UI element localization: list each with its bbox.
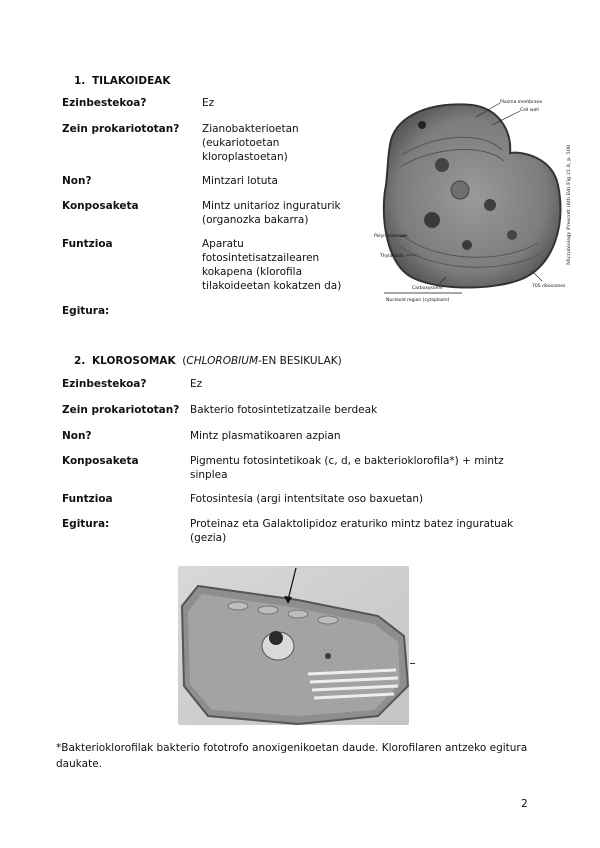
s2-label-prokariotoak: Zein prokariototan?	[62, 404, 180, 416]
dark-granule	[269, 631, 283, 645]
granule	[418, 121, 426, 129]
label-70s-ribosomes: 70S ribosomes	[532, 284, 566, 289]
thylakoid-micrograph	[372, 95, 572, 305]
section2-subtitle-open: (	[182, 355, 187, 367]
granule	[325, 653, 331, 659]
carboxysome	[462, 240, 472, 250]
carboxysome	[424, 212, 440, 228]
footnote: *Bakterioklorofilak bakterio fototrofo anoxigenikoetan daude. Klorofilaren antzeko egitura daukate.	[56, 742, 528, 770]
s2-value-konposaketa: Pigmentu fotosintetikoak (c, d, e bakterioklorofila*) + mintz sinplea	[190, 455, 504, 481]
s1-label-non: Non?	[62, 175, 92, 187]
section2-subtitle-rest: -EN BESIKULAK)	[258, 355, 342, 367]
s2-value-non: Mintz plasmatikoaren azpian	[190, 430, 341, 442]
section2-subtitle-italic: CHLOROBIUM	[186, 355, 259, 367]
s1-value-ezinbestekoa: Ez	[202, 97, 215, 109]
page-number: 2	[521, 798, 528, 810]
carboxysome	[484, 199, 496, 211]
s1-label-ezinbestekoa: Ezinbestekoa?	[62, 97, 147, 109]
section2-title: KLOROSOMAK	[92, 355, 176, 367]
s2-value-ezinbestekoa: Ez	[190, 378, 203, 390]
s2-label-ezinbestekoa: Ezinbestekoa?	[62, 378, 147, 390]
s1-value-funtzioa: Aparatu fotosintetisatzailearen kokapena (klorofila tilakoideetan kokatzen da)	[202, 238, 342, 292]
label-cell-wall: Cell wall	[520, 108, 539, 113]
granule	[451, 181, 469, 199]
section1-title: TILAKOIDEAK	[92, 75, 171, 87]
s1-value-prokariotoak: Zianobakterioetan (eukariotoetan kloroplastoetan)	[202, 123, 299, 163]
label-nucleoid: Nucleoid region (cytoplasm)	[386, 298, 450, 303]
section1-heading	[74, 74, 171, 88]
micrograph-side-caption: Microbiology Prescott (6th Ed) Fig 21.8, p. 508	[566, 144, 572, 265]
s2-value-egitura: Proteinaz eta Galaktolipidoz eraturiko mintz batez inguratuak (gezia)	[190, 518, 514, 544]
section1-number: 1.	[74, 75, 86, 87]
label-carboxysome: Carboxysome	[412, 286, 443, 291]
s1-value-konposaketa: Mintz unitarioz inguraturik (organozka bakarra)	[202, 200, 341, 226]
label-polyribosomes: Polyribosomes	[374, 234, 407, 239]
chlorosome	[258, 606, 278, 614]
s1-label-funtzioa: Funtzioa	[62, 238, 113, 250]
s1-label-konposaketa: Konposaketa	[62, 200, 139, 212]
chlorosome	[318, 616, 338, 624]
label-thylakoids: Thylakoids	[380, 254, 404, 259]
s1-label-prokariotoak: Zein prokariototan?	[62, 123, 180, 135]
chlorosome-micrograph	[178, 566, 409, 725]
section2-number: 2.	[74, 355, 86, 367]
s2-value-prokariotoak: Bakterio fotosintetizatzaile berdeak	[190, 404, 378, 416]
chlorosome	[288, 610, 308, 618]
s2-label-egitura: Egitura:	[62, 518, 110, 530]
s2-label-non: Non?	[62, 430, 92, 442]
chlorosome	[228, 602, 248, 610]
carboxysome	[435, 158, 449, 172]
carboxysome	[507, 230, 517, 240]
s2-value-funtzioa: Fotosintesia (argi intentsitate oso baxuetan)	[190, 493, 424, 505]
s1-value-non: Mintzari lotuta	[202, 175, 278, 187]
micrograph-tick	[410, 663, 415, 664]
label-plasma-membrane: Plasma membrane	[500, 100, 543, 105]
section2-heading	[74, 354, 342, 368]
s2-label-funtzioa: Funtzioa	[62, 493, 113, 505]
s2-label-konposaketa: Konposaketa	[62, 455, 139, 467]
s1-label-egitura: Egitura:	[62, 305, 110, 317]
